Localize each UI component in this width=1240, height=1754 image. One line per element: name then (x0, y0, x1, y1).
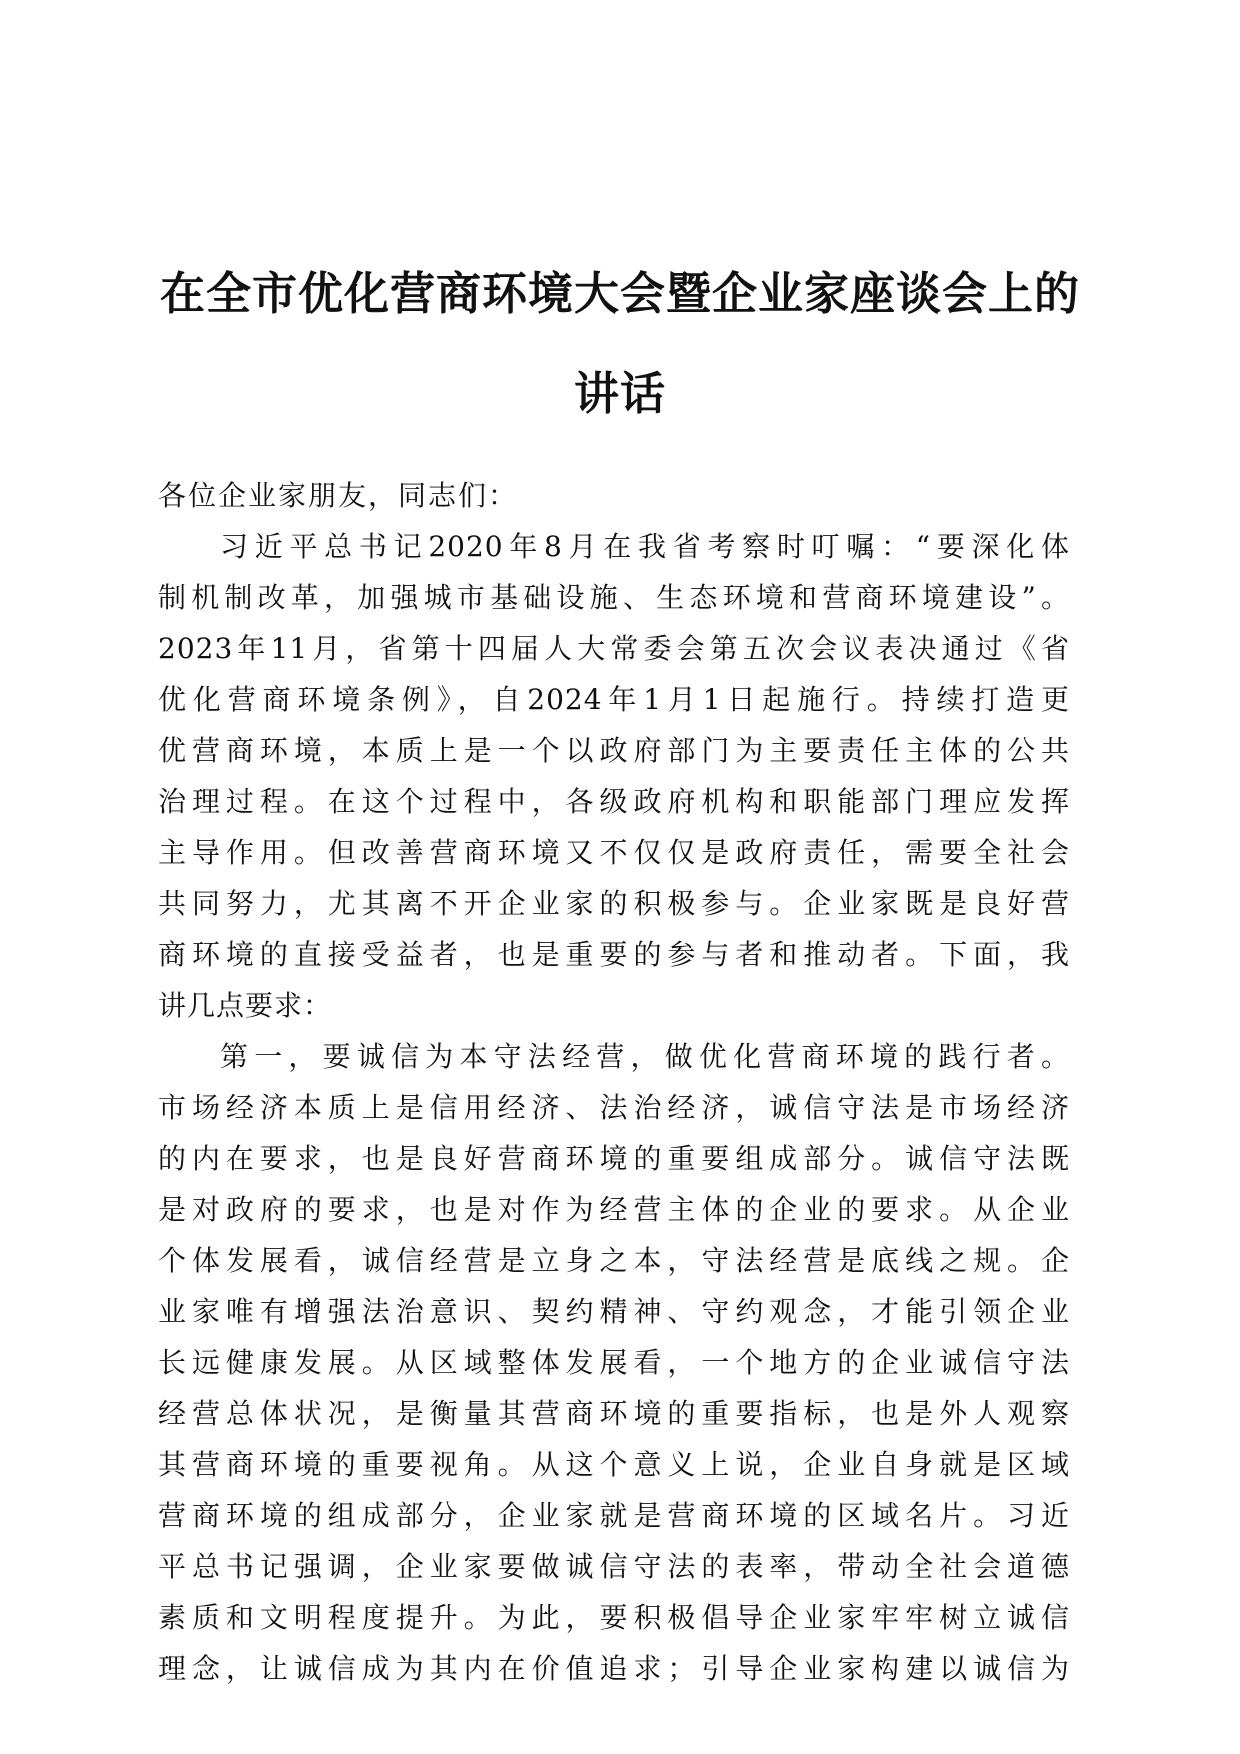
paragraph-line: 第一，要诚信为本守法经营，做优化营商环境的践行者。 (220, 1040, 1070, 1073)
document-title (150, 244, 1090, 444)
paragraph-line: 制机制改革，加强城市基础设施、生态环境和营商环境建设”。 (158, 581, 1070, 614)
paragraph-line: 主导作用。但改善营商环境又不仅仅是政府责任，需要全社会 (158, 836, 1070, 869)
paragraph-line: 优化营商环境条例》，自2024年1月1日起施行。持续打造更 (158, 683, 1070, 716)
document-body (158, 470, 1070, 1694)
paragraph-line: 理念，让诚信成为其内在价值追求；引导企业家构建以诚信为 (158, 1652, 1070, 1685)
paragraph-line: 共同努力，尤其离不开企业家的积极参与。企业家既是良好营 (158, 887, 1070, 920)
paragraph-line: 平总书记强调，企业家要做诚信守法的表率，带动全社会道德 (158, 1550, 1070, 1583)
paragraph-line: 是对政府的要求，也是对作为经营主体的企业的要求。从企业 (158, 1193, 1070, 1226)
paragraph-line: 商环境的直接受益者，也是重要的参与者和推动者。下面，我 (158, 938, 1070, 971)
paragraph-line: 营商环境的组成部分，企业家就是营商环境的区域名片。习近 (158, 1499, 1070, 1532)
paragraph-line: 讲几点要求： (158, 989, 333, 1022)
paragraph-line: 经营总体状况，是衡量其营商环境的重要指标，也是外人观察 (158, 1397, 1070, 1430)
paragraph-2 (158, 1031, 1070, 1694)
paragraph-line: 个体发展看，诚信经营是立身之本，守法经营是底线之规。企 (158, 1244, 1070, 1277)
title-line-1: 在全市优化营商环境大会暨企业家座谈会上的 (159, 267, 1080, 320)
paragraph-line: 其营商环境的重要视角。从这个意义上说，企业自身就是区域 (158, 1448, 1070, 1481)
paragraph-1 (158, 521, 1070, 1031)
paragraph-line: 的内在要求，也是良好营商环境的重要组成部分。诚信守法既 (158, 1142, 1070, 1175)
paragraph-line: 习近平总书记2020年8月在我省考察时叮嘱：“要深化体 (220, 530, 1070, 563)
paragraph-line: 业家唯有增强法治意识、契约精神、守约观念，才能引领企业 (158, 1295, 1070, 1328)
paragraph-line: 素质和文明程度提升。为此，要积极倡导企业家牢牢树立诚信 (158, 1601, 1070, 1634)
paragraph-line: 优营商环境，本质上是一个以政府部门为主要责任主体的公共 (158, 734, 1070, 767)
paragraph-line: 2023年11月，省第十四届人大常委会第五次会议表决通过《省 (158, 632, 1070, 665)
paragraph-line: 治理过程。在这个过程中，各级政府机构和职能部门理应发挥 (158, 785, 1070, 818)
paragraph-line: 长远健康发展。从区域整体发展看，一个地方的企业诚信守法 (158, 1346, 1070, 1379)
title-line-2: 讲话 (573, 367, 666, 420)
paragraph-line: 市场经济本质上是信用经济、法治经济，诚信守法是市场经济 (158, 1091, 1070, 1124)
salutation: 各位企业家朋友，同志们： (158, 479, 519, 512)
